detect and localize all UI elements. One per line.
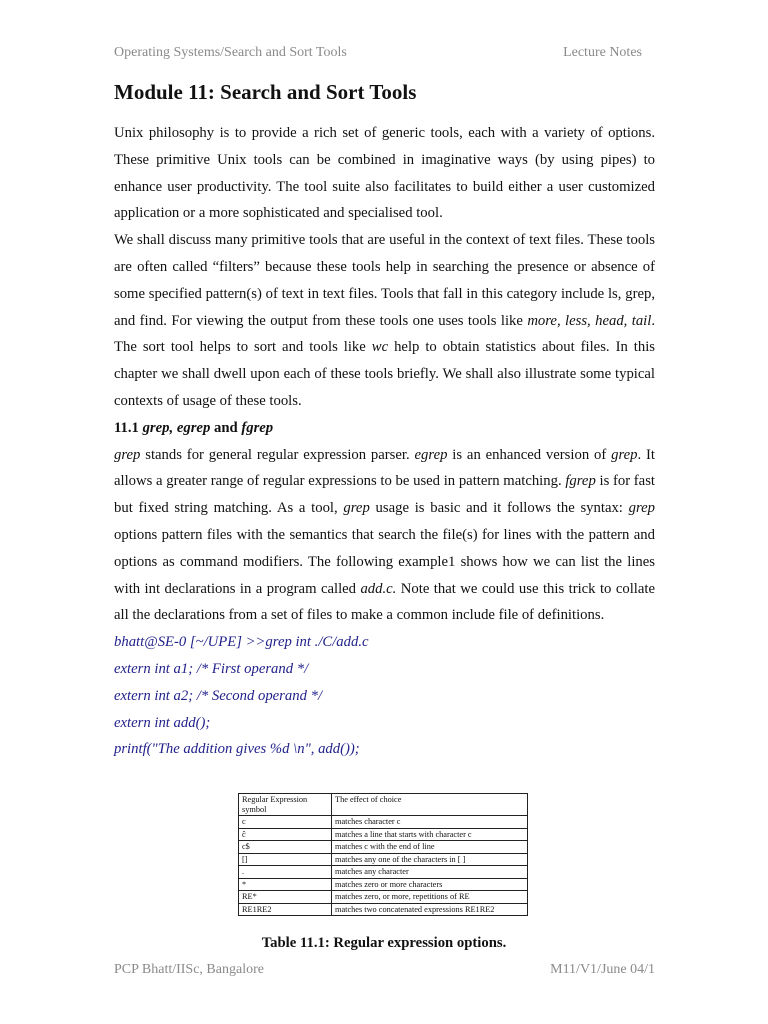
- document-body: [114, 120, 655, 763]
- table-cell: ĉ: [239, 828, 332, 841]
- text-span: Note that we could use this trick to collate all the declarations from a set of files to make a common include file of definitions.: [114, 580, 655, 624]
- text-span: . It allows a greater range of regular expressions to be used in pattern matching.: [114, 446, 655, 490]
- table-caption: Table 11.1: Regular expression options.: [261, 935, 507, 951]
- regex-table-wrapper: [238, 793, 528, 916]
- header-left: Operating Systems/Search and Sort Tools: [114, 45, 347, 60]
- table-cell: c: [239, 816, 332, 829]
- table-cell: matches zero or more characters: [332, 878, 528, 891]
- table-cell: matches zero, or more, repetitions of RE: [332, 891, 528, 904]
- table-cell: matches any one of the characters in [ ]: [332, 853, 528, 866]
- text-span: . The sort tool helps to sort and tools like: [114, 312, 656, 356]
- text-span-italic: grep: [628, 500, 656, 517]
- page-header: [114, 45, 642, 65]
- text-span: is an enhanced version of: [447, 446, 612, 463]
- table-cell: c$: [239, 841, 332, 854]
- table-cell: matches character c: [332, 816, 528, 829]
- text-span-italic: grep: [343, 500, 370, 517]
- table-row: [239, 841, 528, 854]
- text-span-italic: add.c.: [360, 580, 397, 597]
- text-span: help to obtain statistics about files. In this chapter we shall dwell upon each of these tools briefly. We shall also illustrate some typical contexts of usage of these tools.: [114, 339, 655, 409]
- table-cell: matches c with the end of line: [332, 841, 528, 854]
- code-line: extern int a2; /* Second operand */: [114, 687, 323, 704]
- code-example: [114, 629, 655, 763]
- table-cell: []: [239, 853, 332, 866]
- table-cell: RE1RE2: [239, 903, 332, 916]
- page-footer: [114, 962, 655, 982]
- text-span: is for fast but fixed string matching. As a tool,: [114, 473, 655, 517]
- text-span-italic: grep: [611, 446, 638, 463]
- text-span-italic: grep, egrep: [142, 419, 211, 436]
- paragraph-filters: [114, 227, 655, 415]
- text-span: and: [210, 419, 242, 436]
- text-span: We shall discuss many primitive tools that are useful in the context of text files. These tools are often called “filters” because these tools help in searching the presence or absence of some specified pattern(s) of text in text files. Tools that fall in this category include ls, grep, and find. For viewing the output from these tools one uses tools like: [114, 232, 655, 329]
- code-line: bhatt@SE-0 [~/UPE] >>grep int ./C/add.c: [114, 634, 369, 651]
- paragraph-intro: Unix philosophy is to provide a rich set of generic tools, each with a variety of options. These primitive Unix tools can be combined in imaginative ways (by using pipes) to enhance user productivity. The tool suite also facilitates to build either a user customized application or a more sophisticated and specialised tool.: [114, 125, 655, 222]
- table-row: [239, 828, 528, 841]
- footer-left: PCP Bhatt/IISc, Bangalore: [114, 962, 264, 977]
- table-cell: matches two concatenated expressions RE1RE2: [332, 903, 528, 916]
- text-span-italic: egrep: [414, 446, 448, 463]
- table-header-row: [239, 794, 528, 816]
- code-line: extern int add();: [114, 714, 211, 731]
- table-cell: matches a line that starts with character c: [332, 828, 528, 841]
- text-span-italic: wc: [371, 339, 389, 356]
- table-row: [239, 816, 528, 829]
- column-header: Regular Expression symbol: [239, 794, 332, 816]
- text-span-italic: fgrep: [565, 473, 596, 490]
- table-cell: RE*: [239, 891, 332, 904]
- page-title: Module 11: Search and Sort Tools: [114, 80, 417, 104]
- text-span: usage is basic and it follows the syntax:: [369, 500, 629, 517]
- text-span-italic: fgrep: [241, 419, 274, 436]
- text-span-italic: more, less, head, tail: [527, 312, 652, 329]
- table-row: [239, 891, 528, 904]
- code-line: printf("The addition gives %d \n", add());: [114, 741, 360, 758]
- column-header: The effect of choice: [332, 794, 528, 816]
- section-number: 11.1: [114, 419, 143, 436]
- footer-right: M11/V1/June 04/1: [550, 962, 655, 977]
- text-span: options pattern files with the semantics that search the file(s) for lines with the pattern and options as command modifiers. The following example1 shows how we can list the lines with int declarations in a program called: [114, 526, 655, 597]
- text-span: stands for general regular expression parser.: [140, 446, 415, 463]
- section-heading: [114, 415, 655, 442]
- table-cell: matches any character: [332, 866, 528, 879]
- table-row: [239, 853, 528, 866]
- table-row: [239, 903, 528, 916]
- table-cell: *: [239, 878, 332, 891]
- regex-table: [238, 793, 528, 916]
- table-cell: .: [239, 866, 332, 879]
- table-row: [239, 866, 528, 879]
- code-line: extern int a1; /* First operand */: [114, 660, 309, 677]
- paragraph-grep: [114, 442, 655, 630]
- text-span-italic: grep: [114, 446, 141, 463]
- header-right: Lecture Notes: [563, 45, 642, 60]
- table-row: [239, 878, 528, 891]
